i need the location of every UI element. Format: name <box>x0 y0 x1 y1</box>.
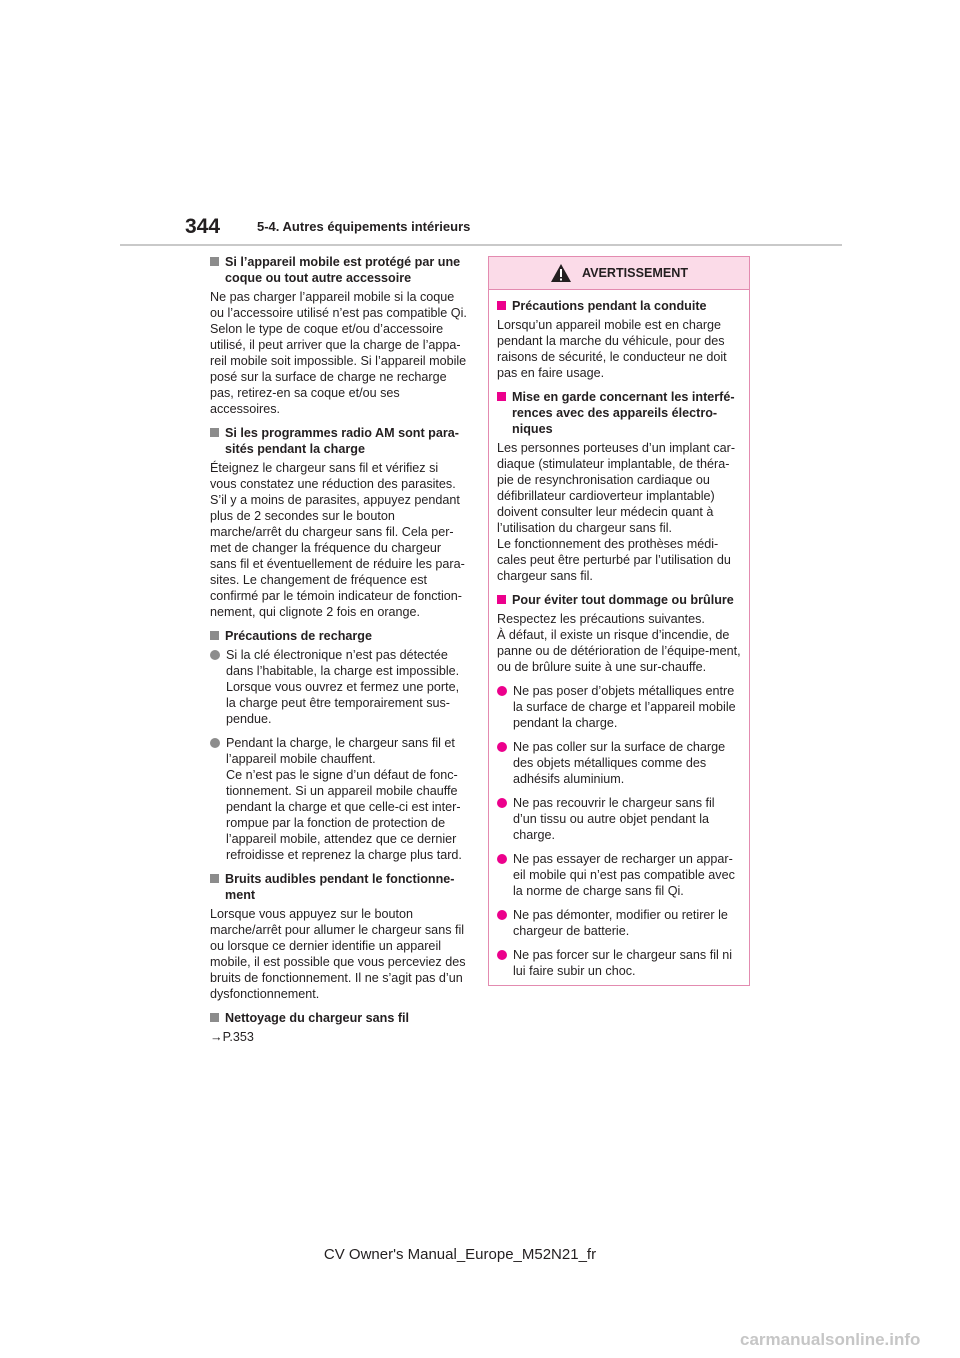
paragraph: Éteignez le chargeur sans fil et vérifiez si vous constatez une réduction des parasites. S’il y a moins de parasites, appuyez pendant plus de 2 secondes sur le bouton marche/arrêt du chargeur sans fil. Cela per-met de changer la fréquence du chargeur sans fil et éventuellement de réduire les para-sites. Le changement de fréquence est confirmé par le témoin indicateur de fonction-nement, qui clignote 2 fois en orange. <box>210 461 465 619</box>
paragraph <box>497 611 741 675</box>
heading-text: Précautions de recharge <box>225 629 372 643</box>
list-item <box>497 907 741 939</box>
warning-header <box>489 257 749 290</box>
square-bullet-icon <box>497 301 506 310</box>
circle-bullet-icon <box>497 854 507 864</box>
heading-text: Mise en garde concernant les interfé-rences avec des appareils électro-niques <box>512 390 735 436</box>
list-item <box>497 739 741 787</box>
list-item <box>497 795 741 843</box>
paragraph-line: Le fonctionnement des prothèses médi-cales peut être perturbé par l’utilisation du chargeur sans fil. <box>497 537 731 583</box>
warning-triangle-icon <box>550 263 572 283</box>
paragraph-line: À défaut, il existe un risque d’incendie, de panne ou de détérioration de l’équipe-ment, ou de brûlure suite à une sur-chauffe. <box>497 628 741 674</box>
list-item-text: Ne pas recouvrir le chargeur sans fil d’un tissu ou autre objet pendant la charge. <box>513 796 715 842</box>
square-bullet-icon <box>210 428 219 437</box>
warning-box <box>488 256 750 986</box>
heading-text: Précautions pendant la conduite <box>512 299 707 313</box>
heading-case <box>210 254 468 286</box>
paragraph: Ne pas charger l’appareil mobile si la coque ou l’accessoire utilisé n’est pas compatible Qi. Selon le type de coque et/ou d’accessoire utilisé, il peut arriver que la charge de l’appa-reil mobile soit impossible. Si l’appareil mobile posé sur la surface de charge ne recharge pas, retirez-en sa coque et/ou ses accessoires. <box>210 290 467 416</box>
heading-text: Si les programmes radio AM sont para-sités pendant la charge <box>225 426 459 456</box>
paragraph: Lorsque vous appuyez sur le bouton marche/arrêt pour allumer le chargeur sans fil ou lorsque ce dernier identifie un appareil mobile, il est possible que vous perceviez des bruits de fonctionnement. Il ne s’agit pas d’un dysfonctionnement. <box>210 907 466 1001</box>
square-bullet-icon <box>210 631 219 640</box>
list-item-text: Si la clé électronique n’est pas détectée dans l’habitable, la charge est impossible. Lorsque vous ouvrez et fermez une porte, la charge peut être temporairement sus-pendue. <box>226 648 460 726</box>
heading-cleaning <box>210 1010 468 1026</box>
circle-bullet-icon <box>497 742 507 752</box>
page-number: 344 <box>185 215 221 238</box>
list-item-line: Pendant la charge, le chargeur sans fil et l’appareil mobile chauffent. <box>226 736 455 766</box>
left-column <box>210 254 468 1053</box>
square-bullet-icon <box>210 874 219 883</box>
list-item-text: Ne pas forcer sur le chargeur sans fil ni lui faire subir un choc. <box>513 948 733 978</box>
heading-text: Pour éviter tout dommage ou brûlure <box>512 593 734 607</box>
list-item-text: Ne pas poser d’objets métalliques entre la surface de charge et l’appareil mobile pendant la charge. <box>513 684 736 730</box>
heading-am-radio <box>210 425 468 457</box>
square-bullet-icon <box>497 392 506 401</box>
heading-charging-precautions <box>210 628 468 644</box>
page-reference-link[interactable]: →P.353 <box>210 1030 254 1044</box>
warning-heading <box>497 389 741 437</box>
square-bullet-icon <box>210 257 219 266</box>
warning-title: AVERTISSEMENT <box>581 266 689 280</box>
circle-bullet-icon <box>497 686 507 696</box>
header-divider <box>120 244 842 246</box>
circle-bullet-icon <box>210 650 220 660</box>
paragraph-line: Respectez les précautions suivantes. <box>497 612 705 626</box>
list-item-text: Ne pas démonter, modifier ou retirer le chargeur de batterie. <box>513 908 728 938</box>
paragraph: Lorsqu’un appareil mobile est en charge pendant la marche du véhicule, pour des raisons de sécurité, le conducteur ne doit pas en faire usage. <box>497 318 727 380</box>
heading-text: Si l’appareil mobile est protégé par une coque ou tout autre accessoire <box>225 255 461 285</box>
list-item-line: Ce n’est pas le signe d’un défaut de fonc-tionnement. Si un appareil mobile chauffe pendant la charge et que celle-ci est inter-rompue par la fonction de protection de l’appareil mobile, attendez que ce dernier refroidisse et reprenez la charge plus tard. <box>226 768 462 862</box>
paragraph-line: Les personnes porteuses d’un implant car-diaque (stimulateur implantable, de théra-pie de resynchronisation cardiaque ou défibrillateur cardioverteur implantable) doivent consulter leur médecin quant à l’utilisation du chargeur sans fil. <box>497 441 736 535</box>
list-item <box>210 735 468 863</box>
circle-bullet-icon <box>497 910 507 920</box>
warning-heading <box>497 298 741 314</box>
list-item-text: Ne pas coller sur la surface de charge des objets métalliques comme des adhésifs aluminium. <box>513 740 726 786</box>
list-item <box>210 647 468 727</box>
list-item-text: Ne pas essayer de recharger un appar-eil mobile qui n’est pas compatible avec la norme de charge sans fil Qi. <box>513 852 735 898</box>
list-item-text <box>226 735 468 863</box>
circle-bullet-icon <box>497 950 507 960</box>
heading-audible-noise <box>210 871 468 903</box>
circle-bullet-icon <box>497 798 507 808</box>
heading-text: Bruits audibles pendant le fonctionne-ment <box>225 872 455 902</box>
list-item <box>497 851 741 899</box>
circle-bullet-icon <box>210 738 220 748</box>
footer <box>0 1246 960 1263</box>
warning-body <box>489 290 749 979</box>
paragraph <box>497 440 741 584</box>
heading-text: Nettoyage du chargeur sans fil <box>225 1011 410 1025</box>
warning-heading <box>497 592 741 608</box>
section-title: 5-4. Autres équipements intérieurs <box>257 219 471 234</box>
footer-text: CV Owner's Manual_Europe_M52N21_fr <box>323 1246 597 1263</box>
list-item <box>497 947 741 979</box>
square-bullet-icon <box>497 595 506 604</box>
watermark: carmanualsonline.info <box>740 1330 921 1349</box>
list-item <box>497 683 741 731</box>
square-bullet-icon <box>210 1013 219 1022</box>
